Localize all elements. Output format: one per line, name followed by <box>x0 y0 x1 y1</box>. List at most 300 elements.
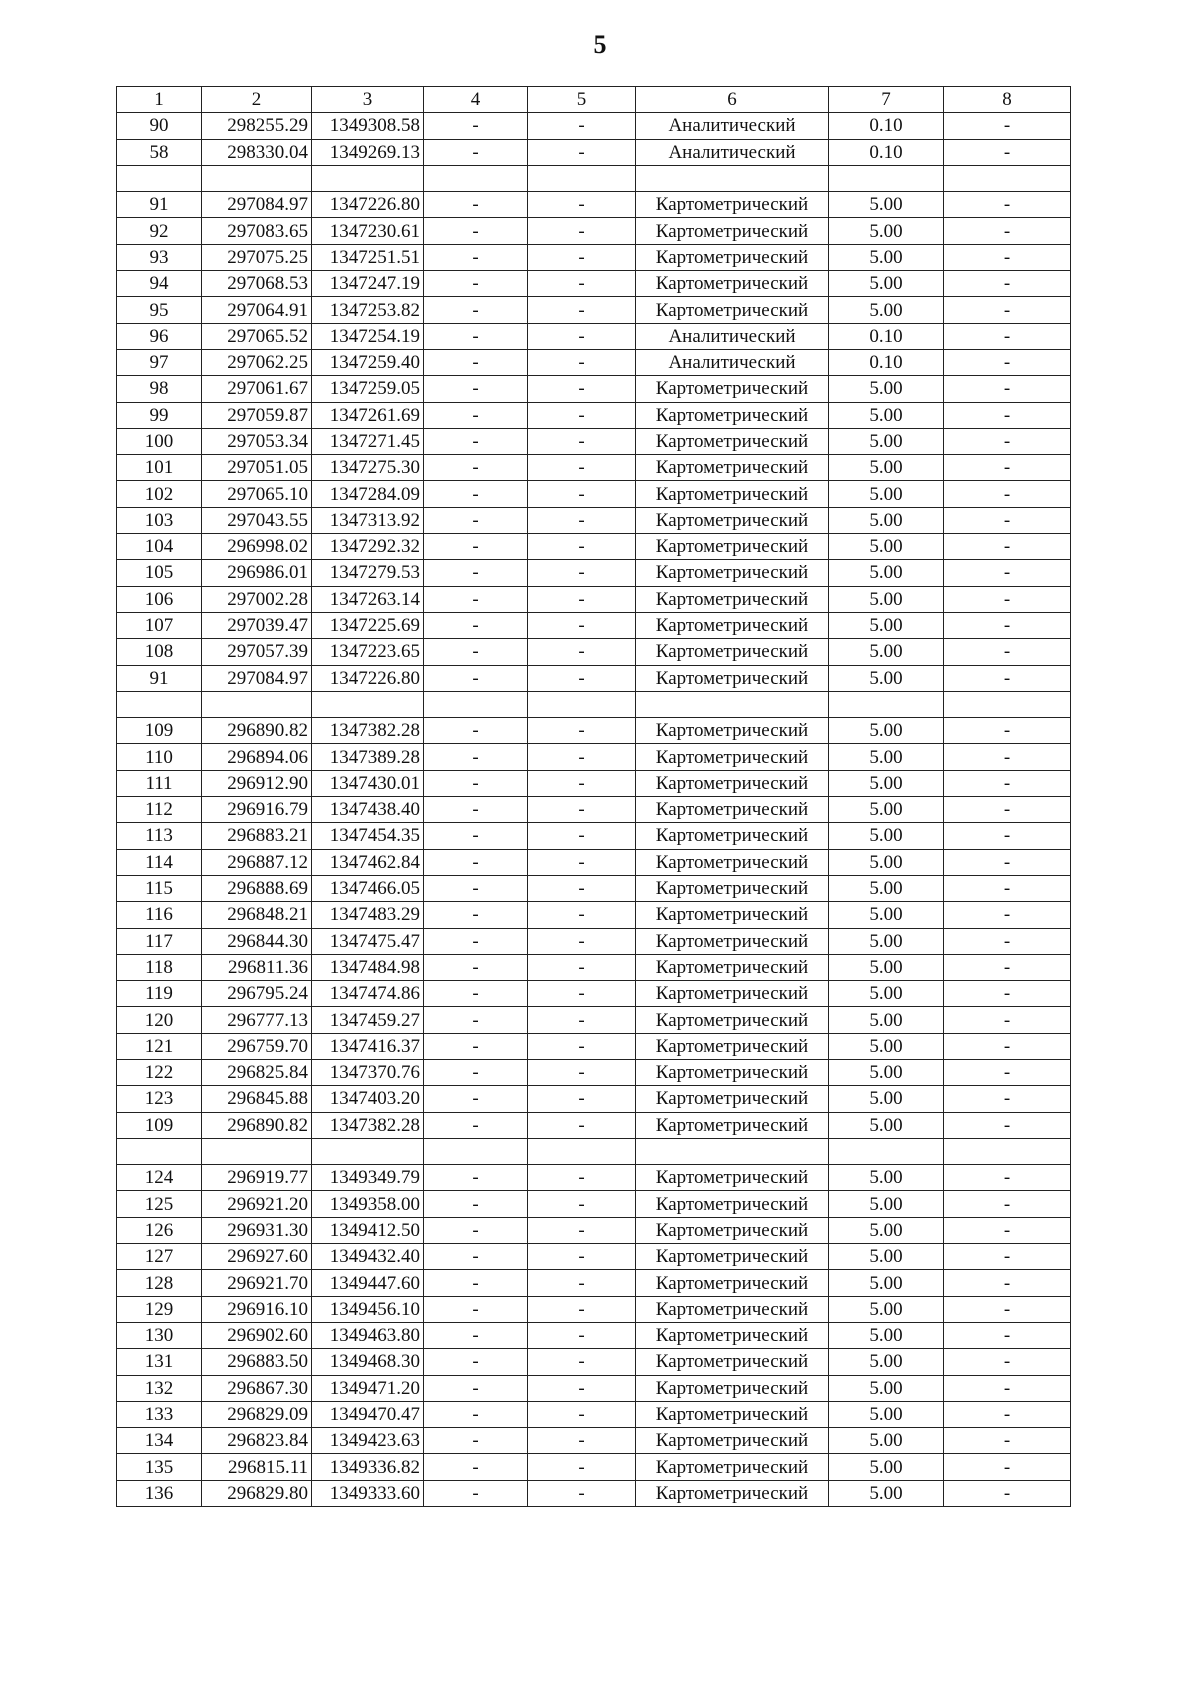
table-cell: 1347403.20 <box>312 1086 424 1112</box>
table-cell: - <box>424 770 528 796</box>
table-cell: - <box>528 1454 636 1480</box>
table-cell: - <box>944 954 1071 980</box>
table-cell: - <box>944 192 1071 218</box>
table-cell: 109 <box>117 1112 202 1138</box>
table-cell: 297061.67 <box>202 376 312 402</box>
table-row <box>117 928 1071 954</box>
table-cell: - <box>528 1086 636 1112</box>
table-cell: 90 <box>117 113 202 139</box>
table-cell: 5.00 <box>829 612 944 638</box>
table-cell: 1349468.30 <box>312 1349 424 1375</box>
table-cell: - <box>528 560 636 586</box>
table-cell: 110 <box>117 744 202 770</box>
table-cell: 297062.25 <box>202 349 312 375</box>
table-cell: Картометрический <box>636 481 829 507</box>
table-cell: - <box>528 1007 636 1033</box>
table-cell: 129 <box>117 1296 202 1322</box>
table-cell: 296919.77 <box>202 1165 312 1191</box>
table-cell: 107 <box>117 612 202 638</box>
table-cell: 296815.11 <box>202 1454 312 1480</box>
table-cell: 5.00 <box>829 639 944 665</box>
table-cell: - <box>528 1059 636 1085</box>
table-cell: - <box>944 823 1071 849</box>
table-cell: 109 <box>117 718 202 744</box>
table-cell: 296916.79 <box>202 797 312 823</box>
table-cell: 103 <box>117 507 202 533</box>
table-cell: 58 <box>117 139 202 165</box>
table-row <box>117 271 1071 297</box>
table-row <box>117 560 1071 586</box>
table-row <box>117 1165 1071 1191</box>
table-cell: 123 <box>117 1086 202 1112</box>
table-row <box>117 507 1071 533</box>
table-row <box>117 1059 1071 1085</box>
table-cell: - <box>424 1007 528 1033</box>
table-cell: - <box>528 349 636 375</box>
table-cell: - <box>424 744 528 770</box>
table-cell: - <box>424 1480 528 1506</box>
table-cell: - <box>424 665 528 691</box>
table-cell: 114 <box>117 849 202 875</box>
table-cell: - <box>528 1165 636 1191</box>
table-cell: 1347484.98 <box>312 954 424 980</box>
table-cell: Картометрический <box>636 586 829 612</box>
table-cell: 1347474.86 <box>312 981 424 1007</box>
table-cell: 128 <box>117 1270 202 1296</box>
table-cell: 5.00 <box>829 1165 944 1191</box>
table-cell: 5.00 <box>829 376 944 402</box>
table-row <box>117 1217 1071 1243</box>
table-cell: 5.00 <box>829 402 944 428</box>
table-cell: Картометрический <box>636 612 829 638</box>
table-cell: Картометрический <box>636 823 829 849</box>
table-row <box>117 244 1071 270</box>
table-cell: - <box>424 849 528 875</box>
table-cell: 1347225.69 <box>312 612 424 638</box>
table-cell: 1349412.50 <box>312 1217 424 1243</box>
table-cell: 96 <box>117 323 202 349</box>
table-cell: - <box>944 139 1071 165</box>
table-cell: 118 <box>117 954 202 980</box>
table-cell: 105 <box>117 560 202 586</box>
table-cell: - <box>424 139 528 165</box>
table-cell: 5.00 <box>829 455 944 481</box>
table-cell: Картометрический <box>636 1480 829 1506</box>
table-cell: - <box>944 665 1071 691</box>
table-cell: - <box>944 875 1071 901</box>
table-cell: - <box>944 507 1071 533</box>
table-cell: 5.00 <box>829 902 944 928</box>
table-cell: Аналитический <box>636 349 829 375</box>
table-cell: 5.00 <box>829 586 944 612</box>
table-cell: - <box>424 1349 528 1375</box>
table-cell: 297064.91 <box>202 297 312 323</box>
table-cell: Картометрический <box>636 1244 829 1270</box>
table-row <box>117 1454 1071 1480</box>
table-cell: - <box>944 481 1071 507</box>
table-row <box>117 323 1071 349</box>
table-cell: 1347275.30 <box>312 455 424 481</box>
table-cell: - <box>528 1401 636 1427</box>
table-cell: 1349423.63 <box>312 1428 424 1454</box>
table-cell: 133 <box>117 1401 202 1427</box>
table-cell: - <box>944 1454 1071 1480</box>
table-cell: Картометрический <box>636 376 829 402</box>
table-cell: 296883.50 <box>202 1349 312 1375</box>
table-cell: 5.00 <box>829 271 944 297</box>
table-cell: 296825.84 <box>202 1059 312 1085</box>
table-cell: 5.00 <box>829 665 944 691</box>
table-cell: 5.00 <box>829 718 944 744</box>
table-row <box>117 376 1071 402</box>
table-row <box>117 1375 1071 1401</box>
table-row <box>117 981 1071 1007</box>
table-row <box>117 218 1071 244</box>
table-cell: - <box>944 1296 1071 1322</box>
table-cell: 298330.04 <box>202 139 312 165</box>
table-cell: 5.00 <box>829 560 944 586</box>
table-cell: - <box>528 428 636 454</box>
table-cell <box>312 1138 424 1164</box>
table-cell: - <box>944 1401 1071 1427</box>
table-cell: 1349358.00 <box>312 1191 424 1217</box>
table-cell: 99 <box>117 402 202 428</box>
table-cell: - <box>528 1349 636 1375</box>
table-cell: 1347462.84 <box>312 849 424 875</box>
table-cell: - <box>528 770 636 796</box>
table-cell: - <box>528 665 636 691</box>
table-cell: - <box>944 718 1071 744</box>
table-cell <box>424 165 528 191</box>
table-cell <box>636 691 829 717</box>
table-row <box>117 823 1071 849</box>
table-cell: Картометрический <box>636 1059 829 1085</box>
table-cell: - <box>528 1322 636 1348</box>
table-cell <box>829 165 944 191</box>
table-cell: 5.00 <box>829 954 944 980</box>
table-cell: - <box>424 244 528 270</box>
table-cell: - <box>944 376 1071 402</box>
table-cell: 115 <box>117 875 202 901</box>
table-cell: Картометрический <box>636 1191 829 1217</box>
table-cell: - <box>944 1217 1071 1243</box>
table-cell: 5.00 <box>829 875 944 901</box>
table-cell: 101 <box>117 455 202 481</box>
table-cell: 5.00 <box>829 1086 944 1112</box>
table-cell: Картометрический <box>636 271 829 297</box>
table-cell: 1347416.37 <box>312 1033 424 1059</box>
table-row <box>117 744 1071 770</box>
table-cell: - <box>424 402 528 428</box>
table-cell: - <box>424 1375 528 1401</box>
table-cell: - <box>944 1270 1071 1296</box>
table-cell: 297051.05 <box>202 455 312 481</box>
table-cell: - <box>424 507 528 533</box>
table-row <box>117 1007 1071 1033</box>
table-row <box>117 902 1071 928</box>
table-cell: Картометрический <box>636 192 829 218</box>
table-cell: - <box>424 1086 528 1112</box>
table-cell: Картометрический <box>636 560 829 586</box>
table-cell: 296883.21 <box>202 823 312 849</box>
table-cell: Картометрический <box>636 297 829 323</box>
table-row <box>117 1112 1071 1138</box>
header-cell: 7 <box>829 87 944 113</box>
table-cell: 1347382.28 <box>312 718 424 744</box>
table-cell: - <box>424 455 528 481</box>
table-cell: 102 <box>117 481 202 507</box>
table-cell: 1347261.69 <box>312 402 424 428</box>
table-cell: 126 <box>117 1217 202 1243</box>
table-row <box>117 797 1071 823</box>
table-cell: Картометрический <box>636 1112 829 1138</box>
table-row <box>117 770 1071 796</box>
table-row <box>117 481 1071 507</box>
table-cell: 1347438.40 <box>312 797 424 823</box>
table-cell: - <box>944 612 1071 638</box>
table-cell: 112 <box>117 797 202 823</box>
table-cell: 296823.84 <box>202 1428 312 1454</box>
table-cell <box>944 165 1071 191</box>
table-cell: Картометрический <box>636 1007 829 1033</box>
table-cell: 296998.02 <box>202 534 312 560</box>
table-cell: 297083.65 <box>202 218 312 244</box>
table-cell: 100 <box>117 428 202 454</box>
table-cell: 5.00 <box>829 218 944 244</box>
table-cell: - <box>424 981 528 1007</box>
table-cell: - <box>528 1428 636 1454</box>
table-row <box>117 297 1071 323</box>
table-cell: 296777.13 <box>202 1007 312 1033</box>
table-cell: 296829.09 <box>202 1401 312 1427</box>
table-cell: 92 <box>117 218 202 244</box>
table-cell: - <box>944 271 1071 297</box>
table-row <box>117 139 1071 165</box>
table-cell: - <box>944 1086 1071 1112</box>
table-row <box>117 113 1071 139</box>
table-cell: 122 <box>117 1059 202 1085</box>
table-cell: 296986.01 <box>202 560 312 586</box>
table-cell: Картометрический <box>636 665 829 691</box>
table-cell: 1349269.13 <box>312 139 424 165</box>
table-cell: 296829.80 <box>202 1480 312 1506</box>
table-row <box>117 718 1071 744</box>
table-row <box>117 402 1071 428</box>
table-cell <box>424 1138 528 1164</box>
table-cell: - <box>528 192 636 218</box>
table-cell: 1347226.80 <box>312 192 424 218</box>
table-cell: 5.00 <box>829 1112 944 1138</box>
table-cell: Картометрический <box>636 1454 829 1480</box>
table-cell: 136 <box>117 1480 202 1506</box>
table-cell: 296811.36 <box>202 954 312 980</box>
table-cell: Картометрический <box>636 218 829 244</box>
table-cell: 1349308.58 <box>312 113 424 139</box>
table-cell: - <box>944 297 1071 323</box>
table-cell: - <box>424 534 528 560</box>
table-cell: - <box>528 323 636 349</box>
table-cell: - <box>424 1401 528 1427</box>
table-cell: 1347483.29 <box>312 902 424 928</box>
table-cell: - <box>424 192 528 218</box>
table-cell: - <box>424 1270 528 1296</box>
table-cell: - <box>528 1112 636 1138</box>
table-cell: 5.00 <box>829 1270 944 1296</box>
table-cell: Картометрический <box>636 928 829 954</box>
table-cell: 5.00 <box>829 1007 944 1033</box>
table-cell <box>528 165 636 191</box>
table-cell: 5.00 <box>829 744 944 770</box>
table-cell: - <box>424 902 528 928</box>
table-cell: 296912.90 <box>202 770 312 796</box>
table-cell: 0.10 <box>829 323 944 349</box>
table-cell: - <box>424 1428 528 1454</box>
table-cell: 296867.30 <box>202 1375 312 1401</box>
table-cell <box>312 165 424 191</box>
table-cell: - <box>944 1375 1071 1401</box>
table-cell: 1349336.82 <box>312 1454 424 1480</box>
table-cell <box>829 691 944 717</box>
table-cell: - <box>528 954 636 980</box>
table-cell: 296795.24 <box>202 981 312 1007</box>
table-cell: 98 <box>117 376 202 402</box>
table-cell: - <box>424 323 528 349</box>
table-cell: 113 <box>117 823 202 849</box>
table-cell: - <box>944 797 1071 823</box>
table-cell: 0.10 <box>829 113 944 139</box>
table-row <box>117 1480 1071 1506</box>
table-cell: - <box>944 1112 1071 1138</box>
table-cell: 124 <box>117 1165 202 1191</box>
table-cell: - <box>424 1059 528 1085</box>
table-cell: 1347313.92 <box>312 507 424 533</box>
table-cell <box>528 1138 636 1164</box>
table-cell: Картометрический <box>636 1217 829 1243</box>
table-cell: - <box>528 1270 636 1296</box>
table-cell: - <box>424 297 528 323</box>
table-cell: - <box>424 481 528 507</box>
table-cell: 5.00 <box>829 244 944 270</box>
table-cell: - <box>528 797 636 823</box>
table-cell: - <box>944 981 1071 1007</box>
table-cell: 106 <box>117 586 202 612</box>
table-cell: 5.00 <box>829 1322 944 1348</box>
table-cell: - <box>424 875 528 901</box>
table-cell: 127 <box>117 1244 202 1270</box>
table-cell: Картометрический <box>636 639 829 665</box>
header-cell: 5 <box>528 87 636 113</box>
table-cell: - <box>528 244 636 270</box>
table-cell: - <box>944 770 1071 796</box>
table-row <box>117 1270 1071 1296</box>
table-cell: - <box>944 218 1071 244</box>
table-cell: 5.00 <box>829 849 944 875</box>
table-cell <box>424 691 528 717</box>
table-cell: 1347370.76 <box>312 1059 424 1085</box>
table-cell: 298255.29 <box>202 113 312 139</box>
table-cell <box>528 691 636 717</box>
coordinates-table <box>116 86 1071 1507</box>
table-cell: - <box>528 823 636 849</box>
table-row <box>117 165 1071 191</box>
table-cell: - <box>528 612 636 638</box>
table-cell: 5.00 <box>829 823 944 849</box>
table-cell: 5.00 <box>829 770 944 796</box>
table-cell: 5.00 <box>829 1428 944 1454</box>
table-row <box>117 954 1071 980</box>
table-cell: 297053.34 <box>202 428 312 454</box>
table-cell: 1349470.47 <box>312 1401 424 1427</box>
table-cell: - <box>944 1349 1071 1375</box>
table-cell: - <box>424 1112 528 1138</box>
table-cell: Картометрический <box>636 1033 829 1059</box>
table-cell: 296931.30 <box>202 1217 312 1243</box>
table-cell: - <box>528 849 636 875</box>
table-cell: 296890.82 <box>202 1112 312 1138</box>
table-cell: - <box>528 1033 636 1059</box>
table-cell: - <box>944 428 1071 454</box>
table-cell: - <box>944 744 1071 770</box>
table-row <box>117 639 1071 665</box>
table-cell: 1347292.32 <box>312 534 424 560</box>
table-cell: - <box>944 1322 1071 1348</box>
table-cell: 5.00 <box>829 1375 944 1401</box>
table-cell: 5.00 <box>829 1480 944 1506</box>
table-cell: 1349471.20 <box>312 1375 424 1401</box>
table-cell: - <box>528 271 636 297</box>
table-cell: - <box>944 849 1071 875</box>
table-cell: - <box>944 1428 1071 1454</box>
table-cell: 116 <box>117 902 202 928</box>
table-cell: - <box>424 639 528 665</box>
table-row <box>117 1138 1071 1164</box>
table-cell: - <box>528 402 636 428</box>
table-cell: Аналитический <box>636 113 829 139</box>
table-cell: - <box>528 1480 636 1506</box>
table-cell: 93 <box>117 244 202 270</box>
table-cell <box>117 691 202 717</box>
table-cell: Картометрический <box>636 455 829 481</box>
table-cell: - <box>528 297 636 323</box>
table-cell: Картометрический <box>636 1296 829 1322</box>
table-cell: 297043.55 <box>202 507 312 533</box>
table-cell: 120 <box>117 1007 202 1033</box>
table-cell <box>944 1138 1071 1164</box>
table-cell: 296921.70 <box>202 1270 312 1296</box>
table-row <box>117 586 1071 612</box>
table-cell: - <box>944 1033 1071 1059</box>
table-cell: - <box>528 1191 636 1217</box>
table-row <box>117 612 1071 638</box>
table-cell: - <box>528 455 636 481</box>
table-row <box>117 665 1071 691</box>
table-cell: - <box>944 560 1071 586</box>
table-cell: 104 <box>117 534 202 560</box>
table-cell: 296887.12 <box>202 849 312 875</box>
table-cell: 297002.28 <box>202 586 312 612</box>
table-cell <box>117 1138 202 1164</box>
table-cell: 296916.10 <box>202 1296 312 1322</box>
table-row <box>117 1086 1071 1112</box>
table-cell: - <box>424 1244 528 1270</box>
header-cell: 4 <box>424 87 528 113</box>
table-cell: 119 <box>117 981 202 1007</box>
table-cell: 125 <box>117 1191 202 1217</box>
table-cell: 5.00 <box>829 1296 944 1322</box>
table-cell: - <box>528 1296 636 1322</box>
page-number: 5 <box>593 30 607 59</box>
table-cell: 296759.70 <box>202 1033 312 1059</box>
